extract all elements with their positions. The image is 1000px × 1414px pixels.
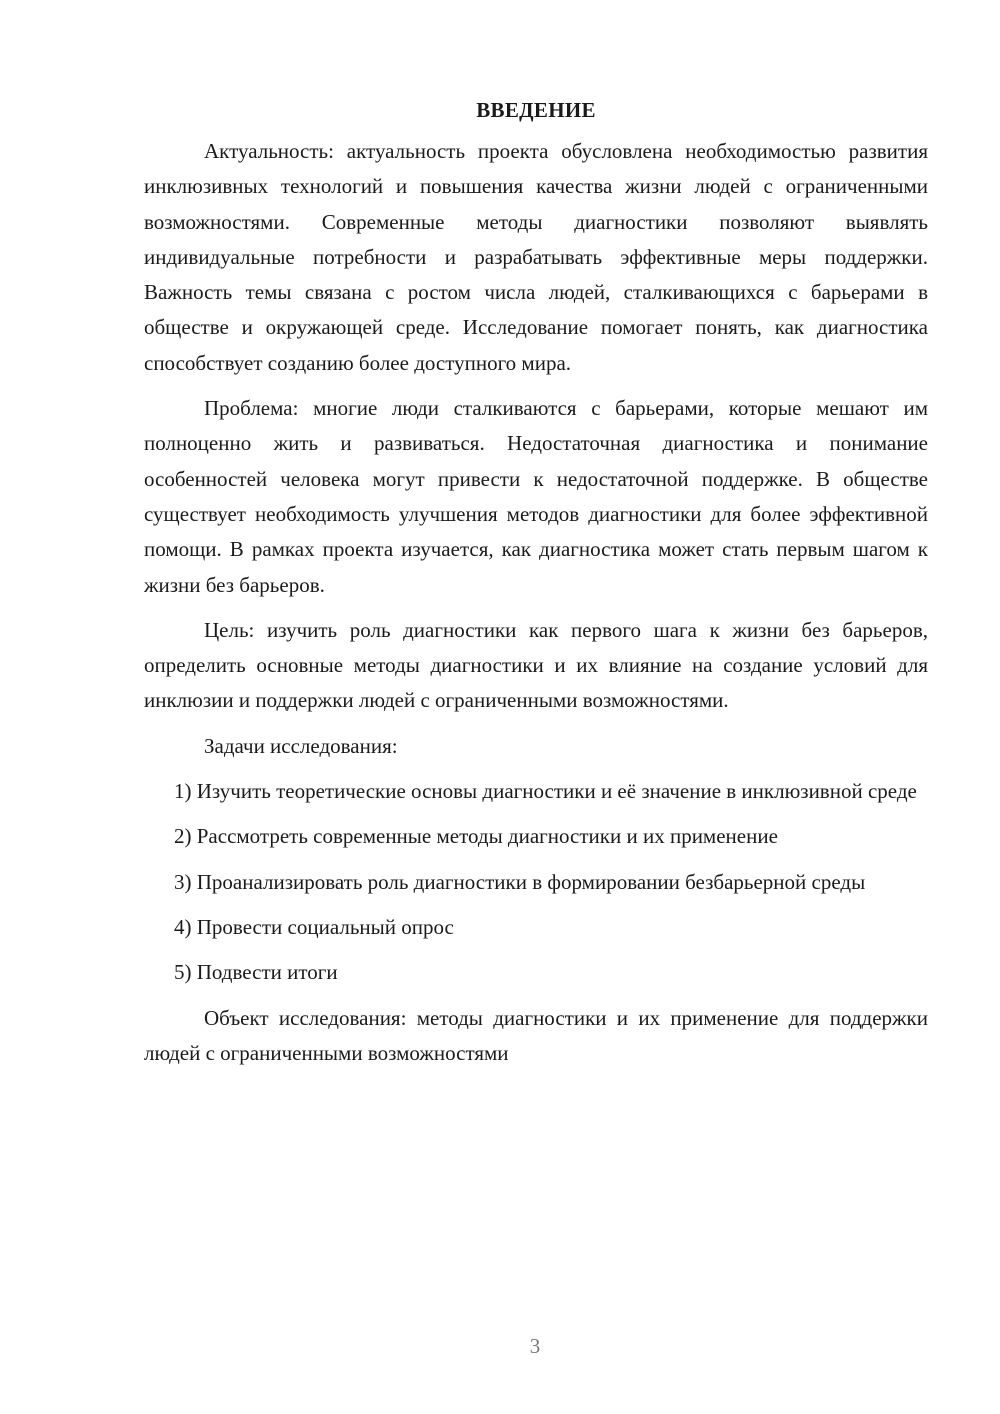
document-page <box>144 96 928 1081</box>
task-item-5: 5) Подвести итоги <box>174 960 338 985</box>
goal-paragraph: Цель: изучить роль диагностики как первого шага к жизни без барьеров, определить основные методы диагностики и их влияние на создание условий для инклюзии и поддержки людей с ограниченными возможностями. <box>144 617 928 713</box>
page-number: 3 <box>529 1334 541 1358</box>
task-item-4: 4) Провести социальный опрос <box>174 914 454 939</box>
problem-paragraph: Проблема: многие люди сталкиваются с барьерами, которые мешают им полноценно жить и развиваться. Недостаточная диагностика и понимание особенностей человека могут привести к недостаточной поддержке. В обществе существует необходимость улучшения методов диагностики для более эффективной помощи. В рамках проекта изучается, как диагностика может стать первым шагом к жизни без барьеров. <box>144 396 928 597</box>
relevance-paragraph: Актуальность: актуальность проекта обусловлена необходимостью развития инклюзивных технологий и повышения качества жизни людей с ограниченными возможностями. Современные методы диагностики позволяют выявлять индивидуальные потребности и разрабатывать эффективные меры поддержки. Важность темы связана с ростом числа людей, сталкивающихся с барьерами в обществе и окружающей среде. Исследование помогает понять, как диагностика способствует созданию более доступного мира. <box>144 139 928 375</box>
document-title: ВВЕДЕНИЕ <box>476 98 596 122</box>
task-item-3: 3) Проанализировать роль диагностики в формировании безбарьерной среды <box>174 869 866 894</box>
task-item-2: 2) Рассмотреть современные методы диагностики и их применение <box>174 824 778 849</box>
tasks-heading: Задачи исследования: <box>204 733 398 758</box>
task-item-1: 1) Изучить теоретические основы диагностики и её значение в инклюзивной среде <box>174 779 917 804</box>
research-object-paragraph: Объект исследования: методы диагностики и их применение для поддержки людей с ограниченными возможностями <box>144 1005 928 1065</box>
